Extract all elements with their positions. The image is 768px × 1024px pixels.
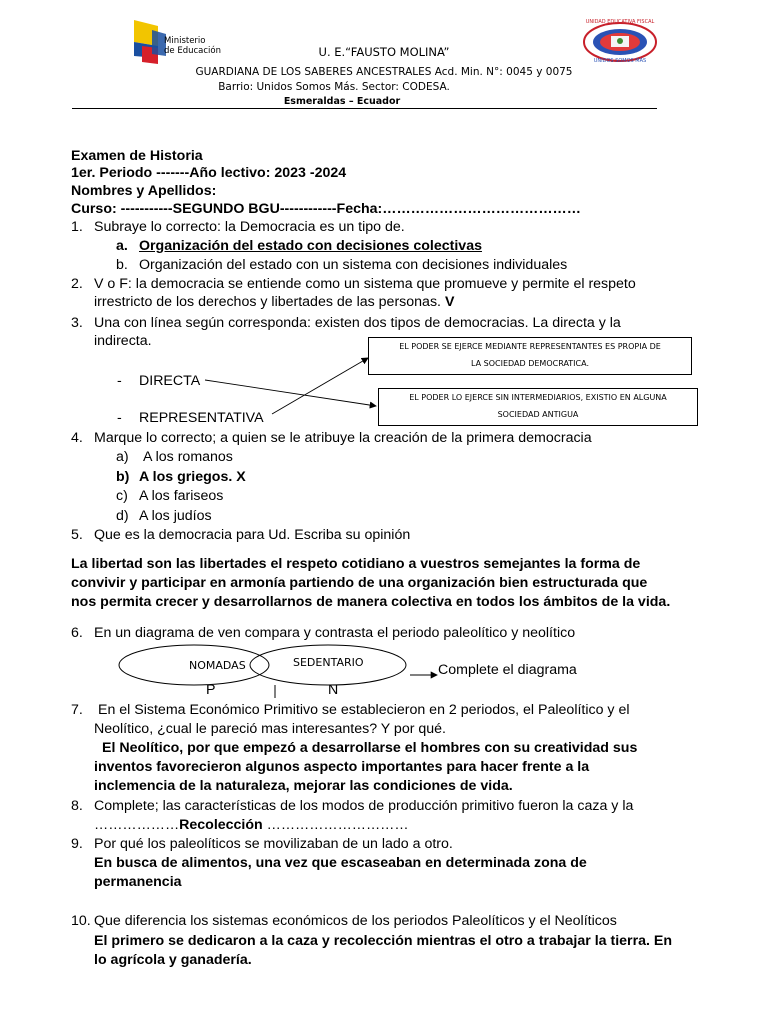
q4-opt-b-label: b) (116, 469, 130, 485)
seal-bottom-text: UNIDOS SOMOS MÁS (593, 58, 647, 64)
q8-answer: Recolección (179, 817, 263, 833)
header-line3: Barrio: Unidos Somos Más. Sector: CODESA. (218, 81, 450, 93)
venn-right-label: SEDENTARIO (293, 656, 364, 669)
q8-line1: Complete; las características de los modos de producción primitivo fueron la caza y la (94, 798, 634, 814)
q4-opt-a-label: a) (116, 449, 129, 465)
q3-dash2: - (117, 410, 122, 426)
school-name: U. E.“FAUSTO MOLINA” (318, 45, 450, 59)
q5-answer: La libertad son las libertades el respeto cotidiano a vuestros semejantes la forma de convivir y participar en armonía partiendo de una organización bien estructurada que nos permita crecer y desarrollarnos de manera colectiva en todos los ámbitos de la vida. (71, 556, 671, 610)
q3-dash1: - (117, 373, 122, 389)
venn-diagram (110, 640, 450, 700)
q6-text: En un diagrama de ven compara y contrasta el periodo paleolítico y neolítico (94, 625, 576, 641)
q3-line1: Una con línea según corresponda: existen dos tipos de democracias. La directa y la (94, 315, 621, 331)
q10-text: Que diferencia los sistemas económicos de los periodos Paleolíticos y el Neolíticos (94, 913, 617, 929)
exam-period: 1er. Periodo -------Año lectivo: 2023 -2024 (71, 165, 347, 181)
q1-b-text: Organización del estado con un sistema con decisiones individuales (139, 257, 568, 273)
q1-b-label: b. (116, 257, 128, 273)
q10-answer: El primero se dedicaron a la caza y recolección mientras el otro a trabajar la tierra. En lo agrícola y ganadería. (94, 933, 672, 968)
q2-line2: irrestricto de los derechos y libertades de las personas. V (94, 294, 455, 310)
q4-opt-d-label: d) (116, 508, 129, 524)
q5-text: Que es la democracia para Ud. Escriba su opinión (94, 527, 411, 543)
q4-opt-c-text: A los fariseos (139, 488, 224, 504)
header-line2: GUARDIANA DE LOS SABERES ANCESTRALES Acd. Min. N°: 0045 y 0075 (195, 66, 573, 78)
q4-opt-c-label: c) (116, 488, 128, 504)
seal-top-text: UNIDAD EDUCATIVA FISCAL (585, 19, 655, 25)
q1-a-label: a. (116, 238, 128, 254)
ministry-label: Ministerio de Educación (164, 36, 221, 56)
q6-number: 6. (71, 625, 83, 641)
names-label: Nombres y Apellidos: (71, 183, 217, 199)
q1-number: 1. (71, 219, 83, 235)
q8-number: 8. (71, 798, 83, 814)
q2-line1: V o F: la democracia se entiende como un sistema que promueve y permite el respeto (94, 276, 636, 292)
venn-complete-label: Complete el diagrama (438, 662, 577, 678)
q3-item-representativa: REPRESENTATIVA (139, 410, 264, 426)
q1-a-text: Organización del estado con decisiones colectivas (139, 238, 482, 254)
q8-line2: ………………Recolección ………………………… (94, 817, 409, 833)
venn-left-label: NOMADAS (189, 659, 246, 672)
q3-connector-lines (0, 0, 768, 440)
course-line: Curso: -----------SEGUNDO BGU------------Fecha:…………………………………… (71, 201, 581, 217)
exam-title: Examen de Historia (71, 148, 203, 164)
q4-opt-d-text: A los judíos (139, 508, 212, 524)
q9-text: Por qué los paleolíticos se movilizaban de un lado a otro. (94, 836, 453, 852)
q3-box-directa: EL PODER LO EJERCE SIN INTERMEDIARIOS, EXISTIO EN ALGUNA SOCIEDAD ANTIGUA (378, 388, 698, 426)
q1-text: Subraye lo correcto: la Democracia es un tipo de. (94, 219, 405, 235)
q7-answer: El Neolítico, por que empezó a desarrollarse el hombres con su creatividad sus inventos favorecieron algunos aspecto importantes para hacer frente a la inclemencia de la naturaleza, mejorar las condiciones de vida. (94, 740, 638, 794)
q4-opt-b-text: A los griegos. X (139, 469, 246, 485)
q3-box-representativa: EL PODER SE EJERCE MEDIANTE REPRESENTANTES ES PROPIA DE LA SOCIEDAD DEMOCRATICA. (368, 337, 692, 375)
q4-number: 4. (71, 430, 83, 446)
q3-number: 3. (71, 315, 83, 331)
q7-line1: En el Sistema Económico Primitivo se establecieron en 2 periodos, el Paleolítico y el (98, 702, 630, 718)
venn-p-label: P (206, 682, 216, 698)
q3-line2: indirecta. (94, 333, 152, 349)
q7-line2: Neolítico, ¿cual le pareció mas interesantes? Y por qué. (94, 721, 446, 737)
venn-n-label: N (328, 682, 339, 698)
q5-number: 5. (71, 527, 83, 543)
q2-number: 2. (71, 276, 83, 292)
q4-opt-a-text: A los romanos (143, 449, 233, 465)
q10-number: 10. (71, 913, 91, 929)
q4-text: Marque lo correcto; a quien se le atribuye la creación de la primera democracia (94, 430, 592, 446)
q9-number: 9. (71, 836, 83, 852)
q3-item-directa: DIRECTA (139, 373, 201, 389)
header-line4: Esmeraldas – Ecuador (283, 96, 401, 107)
q9-answer: En busca de alimentos, una vez que escaseaban en determinada zona de permanencia (94, 855, 587, 890)
q7-number: 7. (71, 702, 83, 718)
q2-answer: V (444, 294, 455, 310)
